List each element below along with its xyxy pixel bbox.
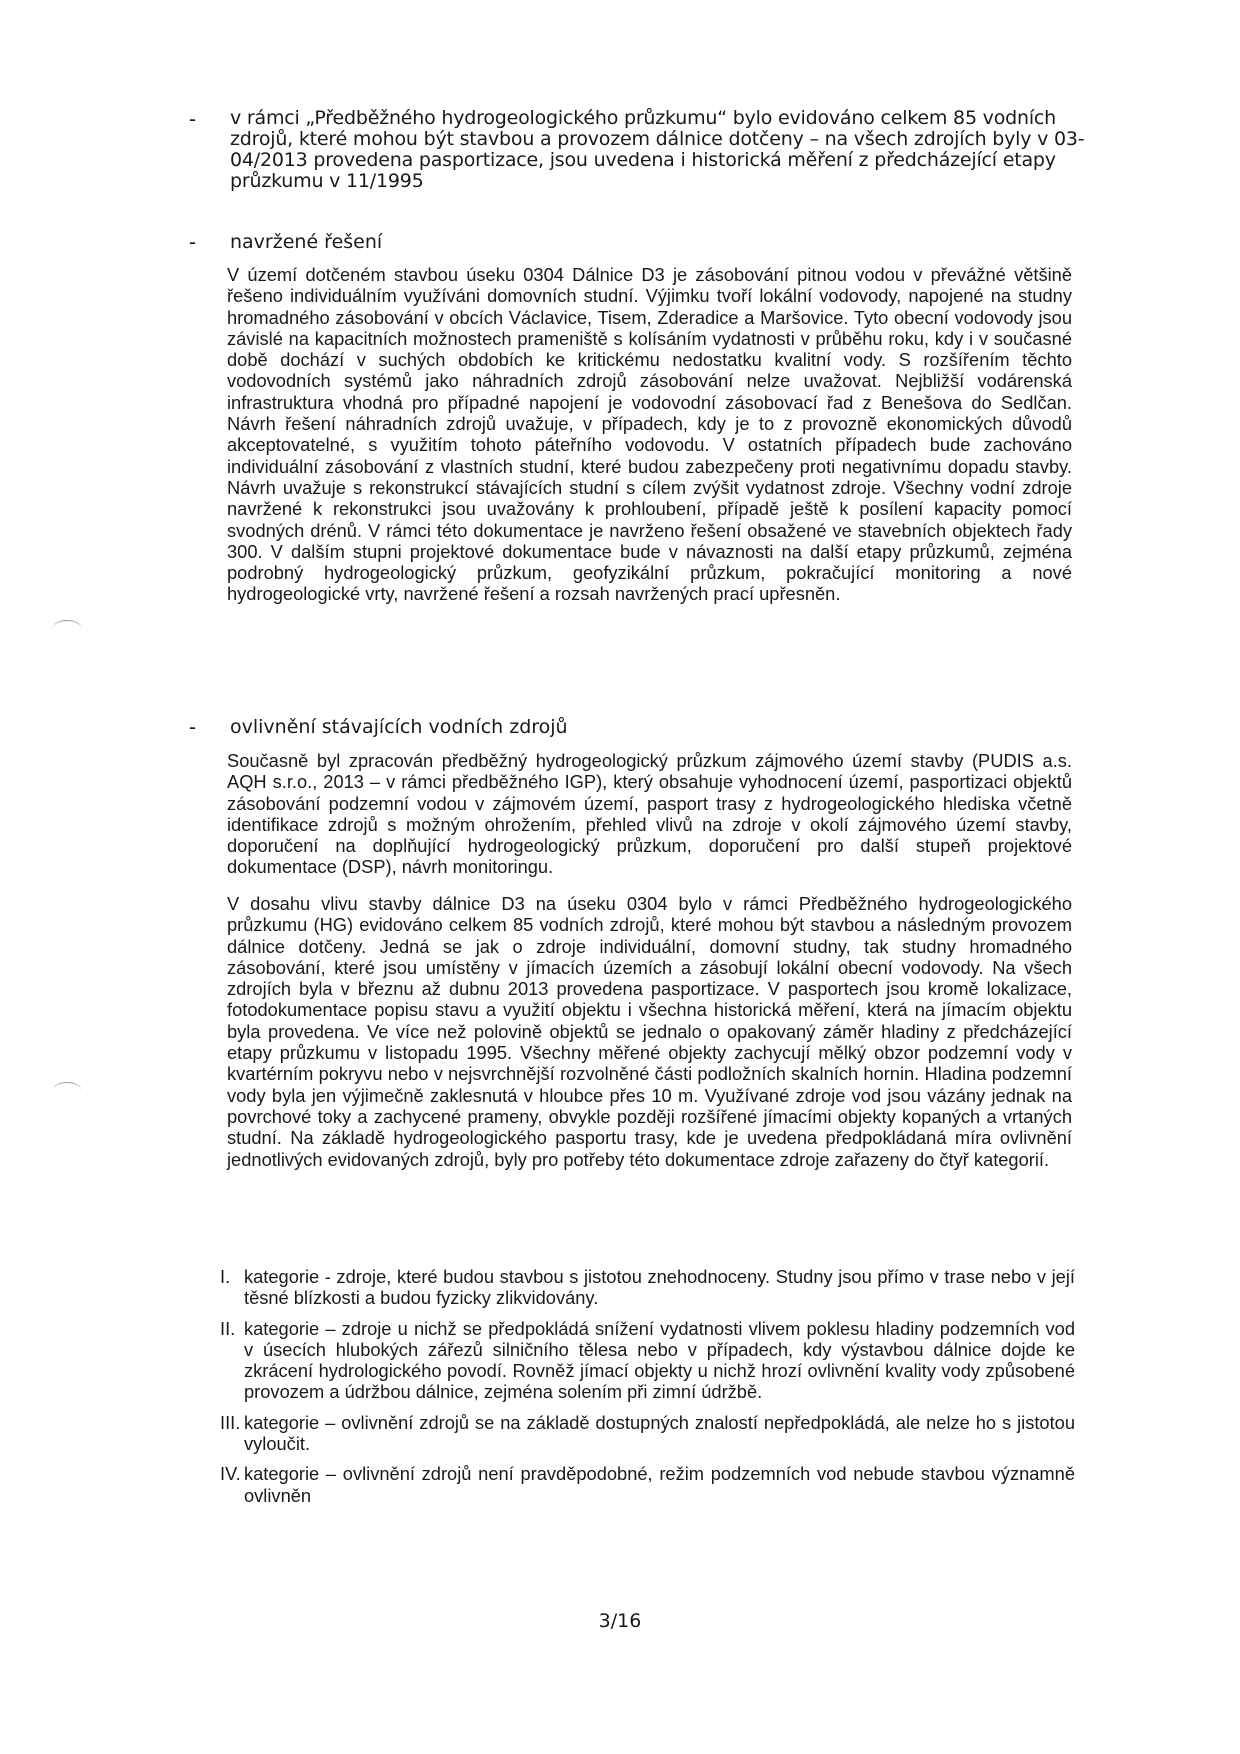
category-item [220,1463,1075,1506]
section-heading-navrzene-reseni: navržené řešení [230,231,383,253]
paragraph-ovlivneni-1: Současně byl zpracován předběžný hydrogeologický průzkum zájmového území stavby (PUDIS a.s. AQH s.r.o., 2013 – v rámci předběžného IGP), který obsahuje vyhodnocení území, pasportizaci objektů zásobování podzemní vodou v zájmovém území, pasport trasy z hydrogeologického hlediska včetně identifikace zdrojů s možným ohrožením, přehled vlivů na zdroje v okolí zájmového území stavby, doporučení na doplňující hydrogeologický průzkum, doporučení pro další stupeň projektové dokumentace (DSP), návrh monitoringu. [227,750,1072,878]
category-number: II. [220,1317,236,1339]
bullet-dash: - [189,231,196,254]
page-number: 3/16 [598,1610,642,1632]
category-text: kategorie - zdroje, které budou stavbou s jistotou znehodnoceny. Studny jsou přímo v trase nebo v její těsné blízkosti a budou fyzicky zlikvidovány. [244,1266,1075,1309]
bullet-text: v rámci „Předběžného hydrogeologického průzkumu“ bylo evidováno celkem 85 vodních zdrojů, které mohou být stavbou a provozem dálnice dotčeny – na všech zdrojích byly v 03-04/2013 provedena pasportizace, jsou uvedena i historická měření z předcházející etapy průzkumu v 11/1995 [230,107,1085,192]
category-item [220,1412,1075,1455]
category-number: III. [220,1411,241,1433]
bullet-item-1 [190,108,1105,192]
category-number: I. [220,1266,231,1287]
category-list [220,1266,1075,1515]
category-item [220,1266,1075,1309]
category-text: kategorie – ovlivnění zdrojů není pravděpodobné, režim podzemních vod nebude stavbou významně ovlivněn [244,1463,1075,1506]
category-text: kategorie – ovlivnění zdrojů se na základě dostupných znalostí nepředpokládá, ale nelze ho s jistotou vyloučit. [244,1411,1075,1455]
category-text: kategorie – zdroje u nichž se předpokládá snížení vydatnosti vlivem poklesu hladiny podzemních vod v úsecích hlubokých zářezů silničního tělesa nebo v případech, kdy výstavbou dálnice dojde ke zkrácení hydrologického povodí. Rovněž jímací objekty u nichž hrozí ovlivnění kvality vody způsobené provozem a údržbou dálnice, zejména solením při zimní údržbě. [244,1317,1075,1403]
section-heading-ovlivneni: ovlivnění stávajících vodních zdrojů [230,716,568,738]
bullet-item-2 [190,231,1105,253]
bullet-item-3 [190,716,1105,738]
scan-artifact-mark [52,620,82,639]
category-number: IV. [220,1463,241,1485]
paragraph-ovlivneni-2: V dosahu vlivu stavby dálnice D3 na úseku 0304 bylo v rámci Předběžného hydrogeologického průzkumu (HG) evidováno celkem 85 vodních zdrojů, které mohou být stavbou a následným provozem dálnice dotčeny. Jedná se jak o zdroje individuální, domovní studny, tak studny hromadného zásobování, které jsou umístěny v jímacích územích a zásobují lokální obecní vodovody. Na všech zdrojích byla v březnu až dubnu 2013 provedena pasportizace. V pasportech jsou kromě lokalizace, fotodokumentace popisu stavu a využití objektu i všechna historická měření, která na jímacím objektu byla provedena. Ve více než polovině objektů se jednalo o opakovaný záměr hladiny z předcházející etapy průzkumu v listopadu 1995. Všechny měřené objekty zachycují mělký obzor podzemní vody v kvartérním pokryvu nebo v nejsvrchnější rozvolněné části podložních skalních hornin. Hladina podzemní vody byla jen výjimečně zaklesnutá v hloubce přes 10 m. Využívané zdroje vod jsou vázány jednak na povrchové toky a zachycené prameny, obvykle později rozšířené jímacími objekty kopaných a vrtaných studní. Na základě hydrogeologického pasportu trasy, kde je uvedena předpokládaná míra ovlivnění jednotlivých evidovaných zdrojů, byly pro potřeby této dokumentace zdroje zařazeny do čtyř kategorií. [227,893,1072,1170]
bullet-dash: - [189,716,196,739]
paragraph-navrzene-reseni: V území dotčeném stavbou úseku 0304 Dálnice D3 je zásobování pitnou vodou v převážné většině řešeno individuálním využíváni domovních studní. Výjimku tvoří lokální vodovody, napojené na studny hromadného zásobování v obcích Václavice, Tisem, Zderadice a Maršovice. Tyto obecní vodovody jsou závislé na kapacitních možnostech prameniště s kolísáním vydatnosti v průběhu roku, kdy i v současné době dochází v suchých obdobích ke kritickému nedostatku kvalitní vody. S rozšířením těchto vodovodních systémů jako náhradních zdrojů zásobování nelze uvažovat. Nejbližší vodárenská infrastruktura vhodná pro případné napojení je vodovodní zásobovací řad z Benešova do Sedlčan. Návrh řešení náhradních zdrojů uvažuje, v případech, kdy je to z provozně ekonomických důvodů akceptovatelné, s využitím tohoto páteřního vodovodu. V ostatních případech bude zachováno individuální zásobování z vlastních studní, které budou zabezpečeny proti negativnímu dopadu stavby. Návrh uvažuje s rekonstrukcí stávajících studní s cílem zvýšit vydatnost zdroje. Všechny vodní zdroje navržené k rekonstrukci jsou uvažovány k prohloubení, případě ještě k posílení kapacity pomocí svodných drénů. V rámci této dokumentace je navrženo řešení obsažené ve stavebních objektech řady 300. V dalším stupni projektové dokumentace bude v návaznosti na další etapy průzkumů, zejména podrobný hydrogeologický průzkum, geofyzikální průzkum, pokračující monitoring a nové hydrogeologické vrty, navržené řešení a rozsah navržených prací upřesněn. [227,264,1072,605]
scan-artifact-mark [52,1082,82,1101]
bullet-dash: - [189,108,196,131]
category-item [220,1318,1075,1403]
